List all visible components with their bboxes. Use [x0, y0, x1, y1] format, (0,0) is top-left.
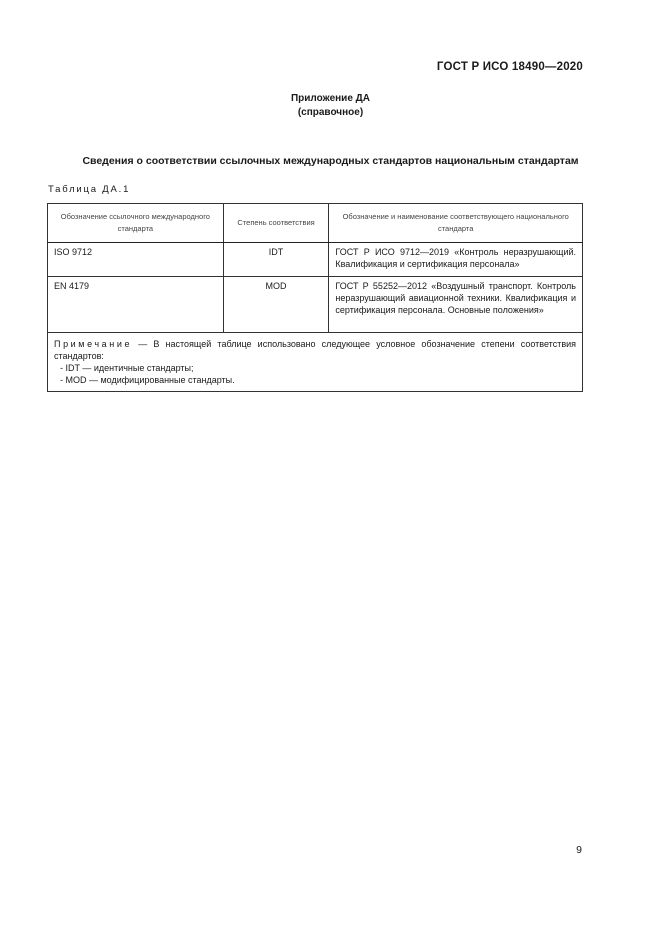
table-note	[48, 333, 583, 392]
note-item-mod: - MOD — модифицированные стандарты.	[60, 375, 235, 385]
cell-national: ГОСТ Р 55252—2012 «Воздушный транспорт. Контроль неразрушающий авиационной техники. Квалификация и сертификация персонала. Основные положения»	[329, 277, 583, 333]
page-number: 9	[576, 844, 582, 856]
cell-degree: MOD	[223, 277, 329, 333]
note-item-idt: - IDT — идентичные стандарты;	[60, 363, 194, 373]
annex-title: Приложение ДА	[290, 93, 371, 104]
table-note-row	[48, 333, 583, 392]
annex-heading	[0, 92, 661, 120]
note-text	[54, 338, 576, 362]
cell-standard: ISO 9712	[48, 243, 224, 277]
column-header-standard: Обозначение ссылочного международного стандарта	[48, 204, 224, 243]
cell-standard: EN 4179	[48, 277, 224, 333]
column-header-national: Обозначение и наименование соответствующего национального стандарта	[329, 204, 583, 243]
column-header-degree: Степень соответствия	[223, 204, 329, 243]
table-row	[48, 243, 583, 277]
table-row	[48, 277, 583, 333]
note-body: — В настоящей таблице использовано следующее условное обозначение степени соответствия стандартов:	[54, 339, 576, 361]
table-caption: Таблица ДА.1	[48, 184, 131, 195]
cell-degree: IDT	[223, 243, 329, 277]
annex-subtitle: (справочное)	[297, 107, 364, 118]
correspondence-table	[47, 203, 583, 392]
section-title: Сведения о соответствии ссылочных международных стандартов национальным стандартам	[82, 155, 579, 167]
cell-national: ГОСТ Р ИСО 9712—2019 «Контроль неразрушающий. Квалификация и сертификация персонала»	[329, 243, 583, 277]
document-code: ГОСТ Р ИСО 18490—2020	[436, 61, 583, 73]
table-header-row	[48, 204, 583, 243]
note-label: Примечание	[54, 339, 133, 349]
